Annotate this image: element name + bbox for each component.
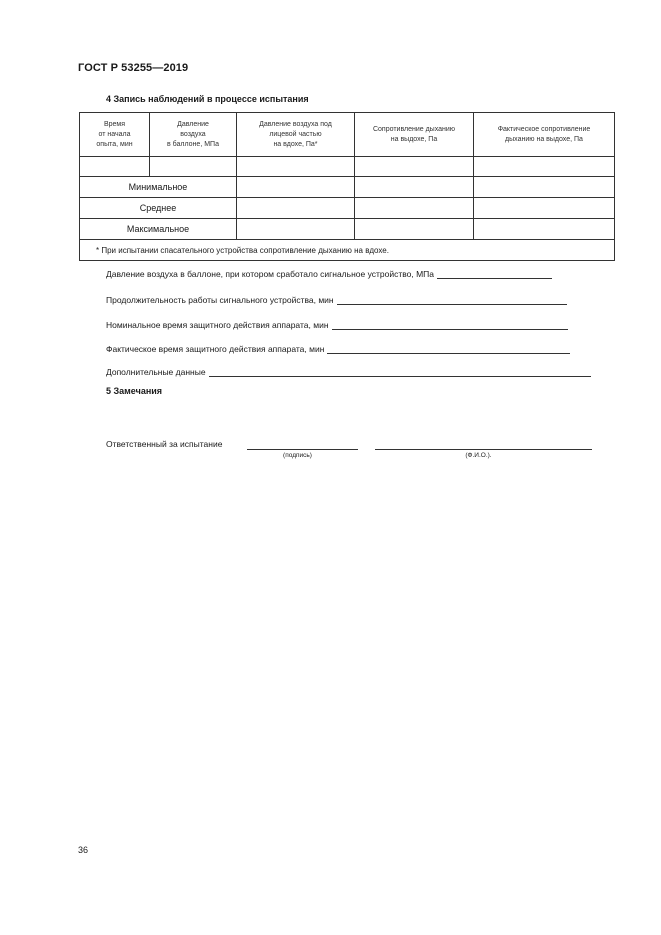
fill-line [332,320,568,330]
signature-line [247,448,358,450]
row-label-maximum: Максимальное [80,219,237,240]
table-cell [80,157,150,177]
table-cell [237,198,355,219]
fill-line [337,295,567,305]
responsible-person-label: Ответственный за испытание [106,439,223,449]
full-name-caption: (Ф.И.О.). [465,452,492,459]
table-row-minimum [80,177,615,198]
row-label-average: Среднее [80,198,237,219]
field-nominal-protection-time [106,320,568,330]
field-alarm-pressure [106,269,552,279]
field-label: Фактическое время защитного действия аппарата, мин [106,344,325,354]
section-4-title: 4 Запись наблюдений в процессе испытания [106,94,309,104]
column-header-mask-pressure: Давление воздуха под лицевой частью на вдохе, Па* [237,113,355,157]
fill-line [209,367,591,377]
page-number: 36 [78,845,89,855]
table-cell [150,157,237,177]
table-cell [474,157,615,177]
table-cell [237,177,355,198]
full-name-line [375,448,592,450]
table-row-maximum [80,219,615,240]
signature-caption: (подпись) [283,452,312,459]
field-additional-data [106,367,591,377]
table-cell [237,219,355,240]
field-label: Продолжительность работы сигнального устройства, мин [106,295,334,305]
table-cell [474,219,615,240]
field-label: Давление воздуха в баллоне, при котором сработало сигнальное устройство, МПа [106,269,435,279]
table-cell [474,177,615,198]
table-footnote: * При испытании спасательного устройства сопротивление дыханию на вдохе. [80,240,615,261]
document-standard-header: ГОСТ Р 53255—2019 [78,62,189,74]
column-header-time: Время от начала опыта, мин [80,113,150,157]
column-header-actual-exhale-resistance: Фактическое сопротивление дыханию на выдохе, Па [474,113,615,157]
field-actual-protection-time [106,344,570,354]
field-label: Номинальное время защитного действия аппарата, мин [106,320,329,330]
fill-line [437,269,552,279]
column-header-exhale-resistance: Сопротивление дыханию на выдохе, Па [355,113,474,157]
field-label: Дополнительные данные [106,367,206,377]
row-label-minimum: Минимальное [80,177,237,198]
column-header-cylinder-pressure: Давление воздуха в баллоне, МПа [150,113,237,157]
table-row [80,157,615,177]
table-cell [355,198,474,219]
section-5-title: 5 Замечания [106,386,163,396]
table-header-row [80,113,615,157]
observations-table [79,112,615,261]
table-cell [237,157,355,177]
table-cell [355,219,474,240]
table-cell [355,157,474,177]
table-cell [474,198,615,219]
field-alarm-duration [106,295,567,305]
fill-line [327,344,570,354]
table-cell [355,177,474,198]
table-footnote-row [80,240,615,261]
table-row-average [80,198,615,219]
